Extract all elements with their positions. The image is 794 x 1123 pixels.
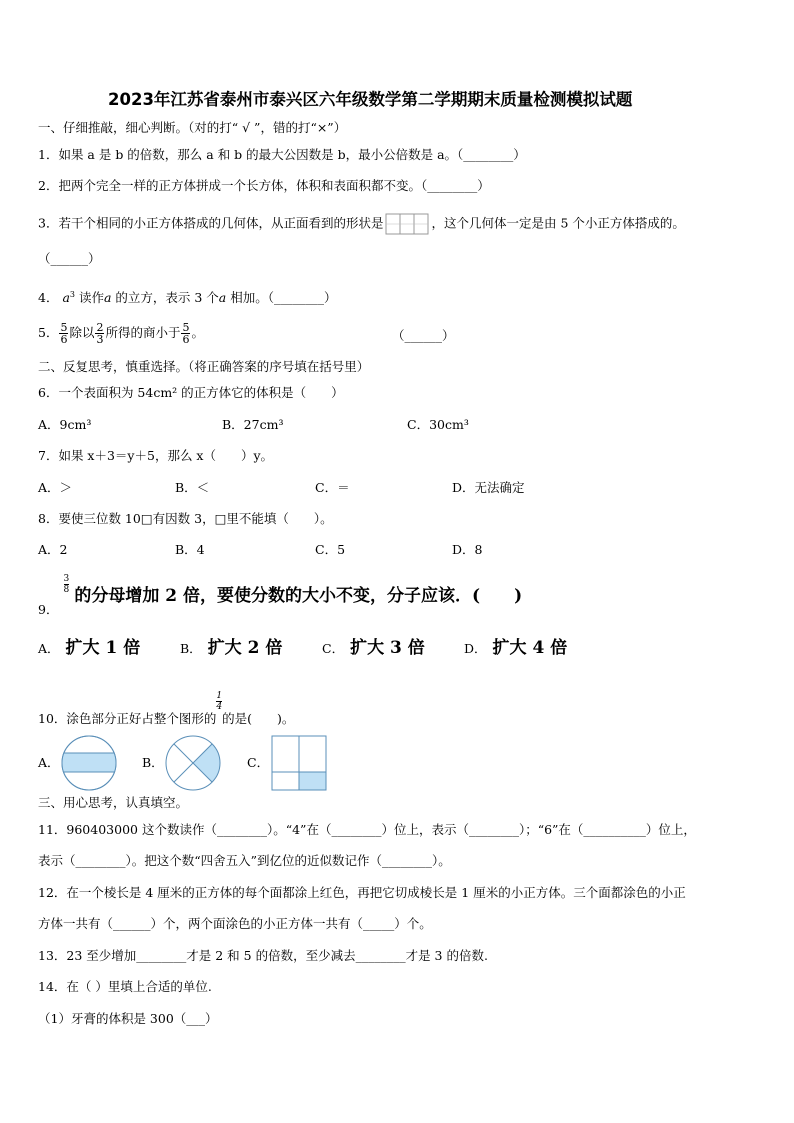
circle-quarters-figure [164, 734, 222, 792]
question-10-option-a: A． [38, 755, 60, 770]
question-10-option-c: C． [247, 755, 270, 770]
question-12-line-2: 方体一共有（______）个，两个面涂色的小正方体一共有（_____）个。 [38, 916, 432, 931]
fraction-two-thirds: $\frac{2}{3}$ [96, 321, 104, 346]
question-7-option-d: D．无法确定 [452, 480, 525, 495]
question-5-answer-blank: （______） [392, 328, 455, 343]
question-8-option-c: C．5 [315, 542, 346, 557]
question-14: 14．在（ ）里填上合适的单位. [38, 979, 212, 994]
section-1-heading: 一、仔细推敲，细心判断。（对的打“ √ ”，错的打“×”） [38, 120, 347, 135]
question-4: 4． $a^3$ 读作a 的立方，表示 3 个a 相加。（________） [38, 290, 337, 306]
question-3-answer-blank: （______） [38, 251, 101, 266]
question-13: 13．23 至少增加________才是 2 和 5 的倍数，至少减去________才是 3 的倍数. [38, 948, 488, 963]
question-12-line-1: 12．在一个棱长是 4 厘米的正方体的每个面都涂上红色，再把它切成棱长是 1 厘米的小正方体。三个面都涂色的小正 [38, 885, 686, 900]
circle-horizontal-band-figure [60, 734, 118, 792]
question-6-option-c: C．30cm³ [407, 417, 469, 432]
question-8-option-b: B．4 [175, 542, 205, 557]
fraction-five-sixths-2: $\frac{5}{6}$ [182, 321, 190, 346]
question-9-option-d: D． 扩大 4 倍 [464, 638, 568, 658]
question-3-text-after: ，这个几何体一定是由 5 个小正方体搭成的。 [431, 215, 685, 231]
question-3 [38, 213, 685, 235]
three-square-front-view-icon [385, 213, 429, 235]
square-divided-figure [271, 735, 327, 791]
question-6-option-b: B．27cm³ [222, 417, 284, 432]
question-1: 1．如果 a 是 b 的倍数，那么 a 和 b 的最大公因数是 b，最小公倍数是 a。（________） [38, 147, 526, 162]
question-9: $_{9.}$ $\frac{3}{8}$ 的分母增加 2 倍，要使分数的大小不变，分子应该．( ) [38, 574, 523, 617]
question-10-option-b: B． [142, 755, 164, 770]
question-6: 6．一个表面积为 54cm² 的正方体它的体积是（ ） [38, 385, 344, 400]
question-10: 10．涂色部分正好占整个图形的 $\frac{1}{4}$的是( )。 [38, 691, 295, 726]
question-7-option-b: B．＜ [175, 480, 210, 495]
section-3-heading: 三、用心思考，认真填空。 [38, 795, 189, 810]
question-14-part-1: （1）牙膏的体积是 300（___） [38, 1011, 218, 1026]
question-11-line-2: 表示（________）。把这个数“四舍五入”到亿位的近似数记作（________）。 [38, 853, 451, 868]
question-8-option-a: A．2 [38, 542, 68, 557]
question-7-option-c: C．＝ [315, 480, 350, 495]
question-7: 7．如果 x＋3＝y＋5，那么 x（ ）y。 [38, 448, 274, 463]
question-3-text-before: 3．若干个相同的小正方体搭成的几何体，从正面看到的形状是 [38, 215, 384, 231]
page-title: 2023年江苏省泰州市泰兴区六年级数学第二学期期末质量检测模拟试题 [108, 90, 633, 109]
question-9-option-c: C． 扩大 3 倍 [322, 638, 425, 658]
fraction-five-sixths: $\frac{5}{6}$ [60, 321, 68, 346]
question-8: 8．要使三位数 10□有因数 3，□里不能填（ ）。 [38, 511, 333, 526]
question-8-option-d: D．8 [452, 542, 483, 557]
fraction-three-eighths: $\frac{3}{8}$ [63, 574, 70, 595]
question-6-option-a: A．9cm³ [38, 417, 92, 432]
question-11-line-1: 11．960403000 这个数读作（________）。“4”在（________）位上，表示（________）；“6”在（__________）位上， [38, 822, 696, 837]
question-9-text: 的分母增加 2 倍，要使分数的大小不变，分子应该．( ) [74, 586, 523, 606]
fraction-one-quarter: $\frac{1}{4}$ [216, 691, 223, 712]
question-9-option-b: B． 扩大 2 倍 [180, 638, 283, 658]
question-2: 2．把两个完全一样的正方体拼成一个长方体，体积和表面积都不变。（________） [38, 178, 490, 193]
question-5: 5． $\frac{5}{6}$ 除以 $\frac{2}{3}$ 所得的商小于 $\frac{5}{6}$ 。 [38, 321, 204, 346]
section-2-heading: 二、反复思考，慎重选择。（将正确答案的序号填在括号里） [38, 359, 370, 374]
question-7-option-a: A．＞ [38, 480, 73, 495]
question-9-option-a: A． 扩大 1 倍 [38, 638, 141, 658]
